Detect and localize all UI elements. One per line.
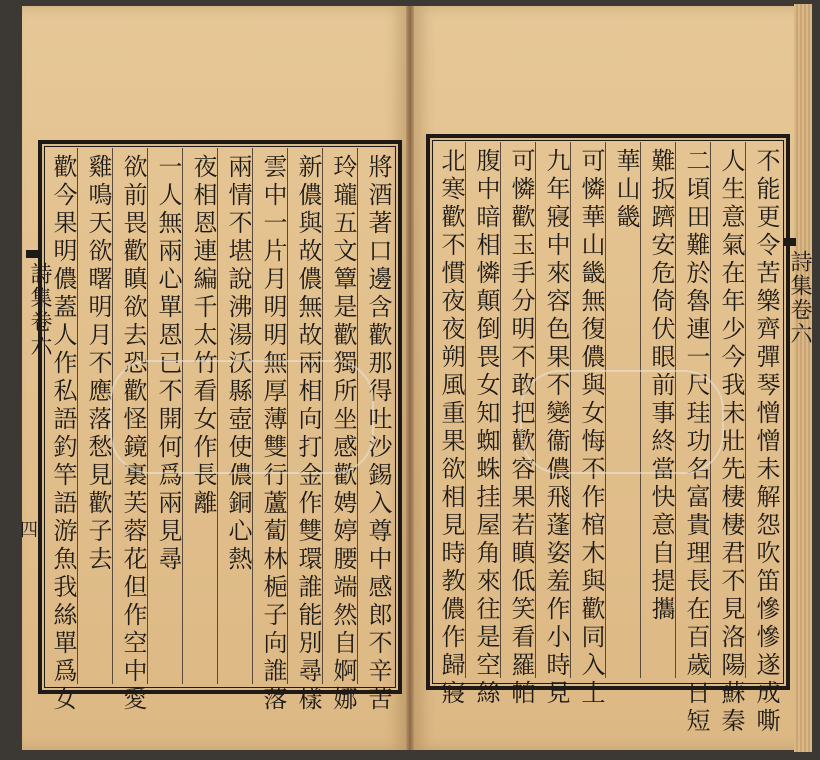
watermark-seal [520, 370, 724, 474]
page-number: 四 [17, 520, 38, 538]
text-column: 北寒歡不慣夜夜朔風重果欲相見時教儂作歸寢 [437, 148, 465, 708]
text-column: 新儂與故儂無故兩相向打金作雙環誰能別尋樣 [294, 154, 322, 714]
text-column: 不能更令苦樂齊彈琴憎憎未解怨吹笛慘慘遂成嘶 [752, 148, 780, 736]
text-column: 雞鳴天欲曙明月不應落愁見歡子去 [84, 154, 112, 574]
fold-mark [784, 238, 796, 246]
text-column: 兩情不堪說沸湯沃縣壺使儂銅心熱 [224, 154, 252, 574]
text-column: 可憐歡玉手分明不敢把歡容果若瞋低笑看羅帕 [507, 148, 535, 708]
text-column: 華山畿 [612, 148, 640, 232]
banxin-title: 詩集卷六 [787, 250, 812, 346]
text-column: 將酒著口邊含歡那得吐沙錫入尊中感郎不辛苦 [364, 154, 392, 714]
text-column: 九年寢中來容色果不變衞儂飛蓬姿羞作小時見 [542, 148, 570, 708]
banxin-title: 詩集卷六 [27, 262, 52, 358]
page-edges [794, 4, 812, 752]
text-column: 人生意氣在年少今我未壯先棲棲君不見洛陽蘇秦 [717, 148, 745, 736]
text-column: 欲前畏歡瞋欲去恐歡怪鏡裏芙蓉花但作空中愛 [119, 154, 147, 714]
text-column: 雲中一片月明明無厚薄雙行蘆蔔林梔子向誰落 [259, 154, 287, 714]
book-gutter [406, 6, 414, 750]
watermark-seal [110, 360, 374, 474]
text-column: 夜相恩連編千太竹看女作長離 [189, 154, 217, 518]
text-column: 腹中暗相憐顛倒畏女知蜘蛛挂屋角來往是空絲 [472, 148, 500, 708]
text-column: 歡今果明儂蓋人作私語釣竿語游魚我絲單爲女 [49, 154, 77, 714]
text-column: 一人無兩心單恩已不開何爲兩見尋 [154, 154, 182, 574]
text-column: 難扳躋安危倚伏眼前事終當快意自提攜 [647, 148, 675, 624]
text-column: 可憐華山畿無復儂與女悔不作棺木與歡同入土 [577, 148, 605, 708]
fold-mark [26, 250, 38, 258]
text-column: 二頃田難於魯連一尺珪功名富貴理長在百歲日短 [682, 148, 710, 736]
text-column: 玲瓏五文簟是歡獨所坐感歡娉婷腰端然自婀娜 [329, 154, 357, 714]
